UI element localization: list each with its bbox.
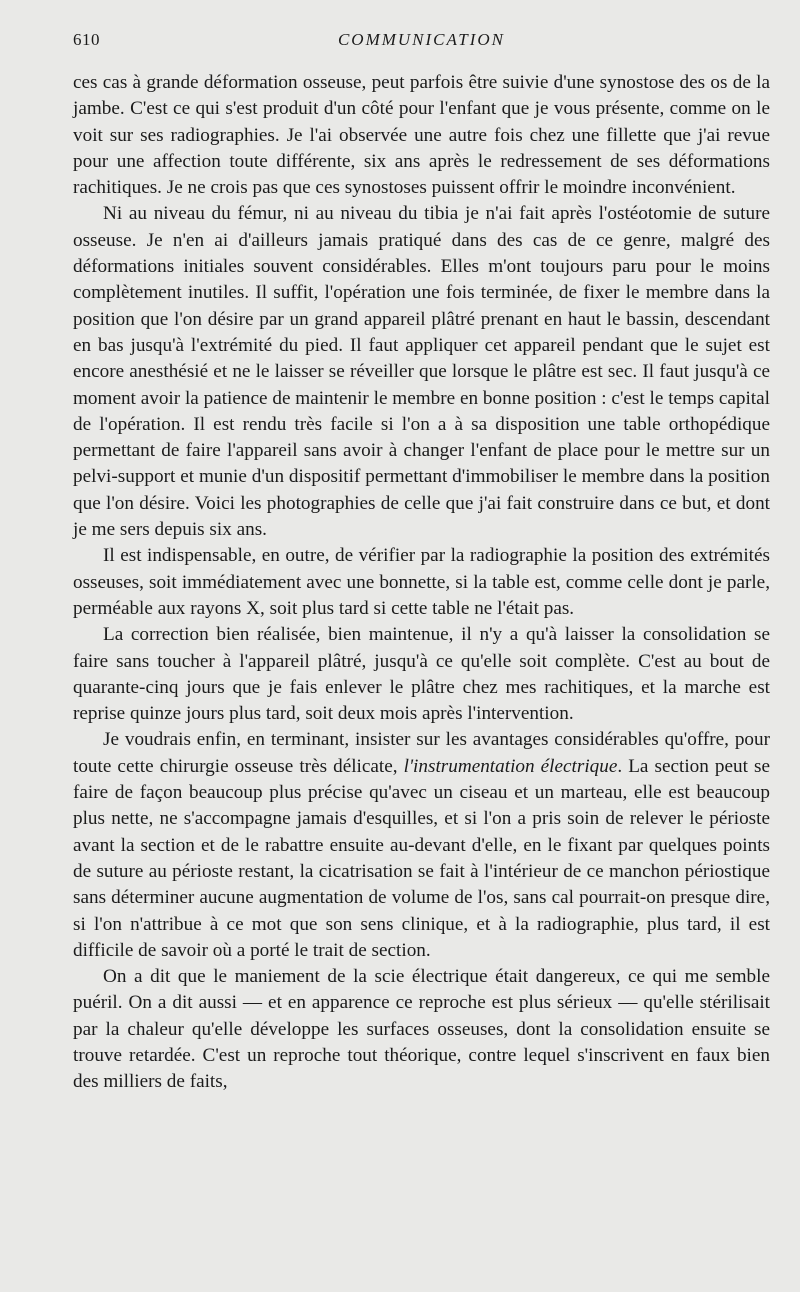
paragraph-electric-saw: On a dit que le maniement de la scie électrique était dangereux, ce qui me semble puéril. On a dit aussi — et en apparence ce reproche est plus sérieux — qu'elle stérilisait par la chaleur qu'elle développe les surfaces osseuses, dont la consolidation ensuite se trouve retardée. C'est un reproche tout théorique, contre lequel s'inscrivent en faux bien des milliers de faits, (73, 966, 770, 1093)
paragraph-instrumentation-rest: . La section peut se faire de façon beaucoup plus précise qu'avec un ciseau et un marteau, elle est beaucoup plus nette, ne s'accompagne jamais d'esquilles, et si l'on a pris soin de relever le périoste avant la section et de le rabattre ensuite au-devant d'elle, en le fixant par quelques points de suture au périoste restant, la cicatrisation se fait à l'intérieur de ce manchon périostique sans déterminer aucune augmentation de volume de l'os, sans cal pourrait-on presque dire, si l'on n'attribue à ce mot que son sens clinique, et à la radiographie, plus tard, il est difficile de savoir où a porté le trait de section. (73, 755, 770, 961)
page-number: 610 (73, 30, 100, 49)
paragraph-correction: La correction bien réalisée, bien maintenue, il n'y a qu'à laisser la consolidation se faire sans toucher à l'appareil plâtré, jusqu'à ce qu'elle soit complète. C'est au bout de quarante-cinq jours que je fais enlever le plâtre chez mes rachitiques, et la marche est reprise quinze jours plus tard, soit deux mois après l'intervention. (73, 624, 770, 725)
paragraph-osteotomy: Ni au niveau du fémur, ni au niveau du tibia je n'ai fait après l'ostéotomie de suture osseuse. Je n'en ai d'ailleurs jamais pratiqué dans des cas de ce genre, malgré des déformations initiales souvent considérables. Elles m'ont toujours paru pour le moins complètement inutiles. Il suffit, l'opération une fois terminée, de fixer le membre dans la position que l'on désire par un grand appareil plâtré prenant en haut le bassin, descendant en bas jusqu'à l'extrémité du pied. Il faut appliquer cet appareil pendant que le sujet est encore anesthésié et ne le laisser se réveiller que lorsque le plâtre est sec. Il faut jusqu'à ce moment avoir la patience de maintenir le membre en bonne position : c'est le temps capital de l'opération. Il est rendu très facile si l'on a à sa disposition une table orthopédique permettant de faire l'appareil sans avoir à changer l'enfant de place pour le mettre sur un pelvi-support et munie d'un dispositif permettant d'immobiliser le membre dans la position que l'on désire. Voici les photographies de celle que j'ai fait construire dans ce but, et dont je me sers depuis six ans. (73, 203, 770, 541)
paragraph-instrumentation (73, 727, 770, 964)
running-title: COMMUNICATION (337, 30, 506, 49)
paragraph-instrumentation-lead: Je voudrais enfin, en terminant, insister sur les avantages considérables qu'offre, pour toute cette chirurgie osseuse très délicate, (73, 729, 770, 777)
body-text (73, 70, 770, 1096)
paragraph-continuation: ces cas à grande déformation osseuse, peut parfois être suivie d'une synostose des os de la jambe. C'est ce qui s'est produit d'un côté pour l'enfant que je vous présente, comme on le voit sur ses radiographies. Je l'ai observée une autre fois chez une fillette que j'ai revue pour une affection toute différente, six ans après le redressement de ses déformations rachitiques. Je ne crois pas que ces synostoses puissent offrir le moindre inconvénient. (73, 72, 770, 199)
emphasis-instrumentation: l'instrumentation électrique (403, 755, 618, 777)
running-head (73, 30, 770, 54)
paragraph-radiography: Il est indispensable, en outre, de vérifier par la radiographie la position des extrémités osseuses, soit immédiatement avec une bonnette, si la table est, comme celle dont je parle, perméable aux rayons X, soit plus tard si cette table ne l'était pas. (73, 545, 770, 619)
